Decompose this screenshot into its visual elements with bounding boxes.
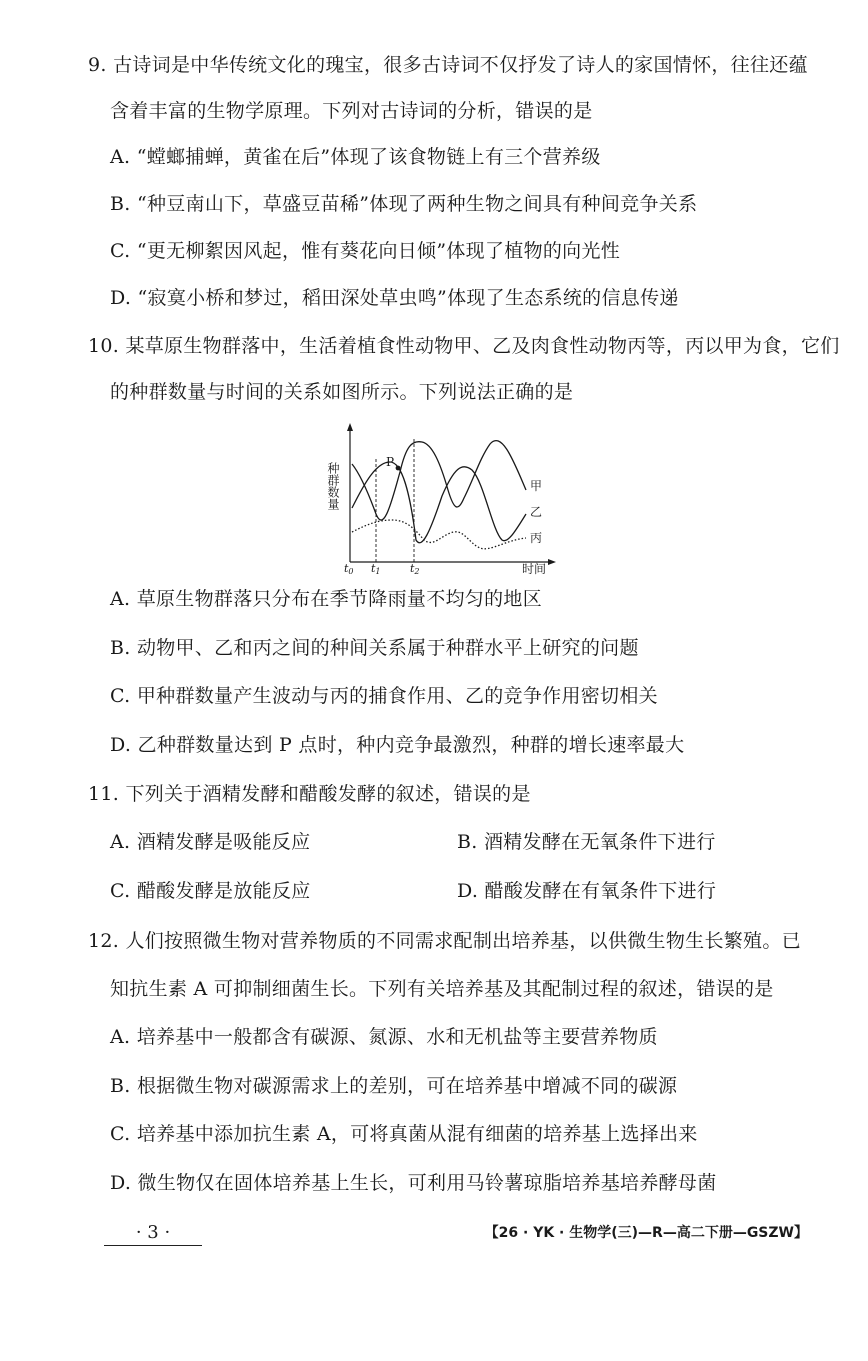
q10-option-c: C. 甲种群数量产生波动与丙的捕食作用、乙的竞争作用密切相关	[110, 685, 658, 707]
series-bing-curve	[352, 520, 526, 549]
point-p-marker	[396, 466, 401, 471]
q9-stem-line1: 9. 古诗词是中华传统文化的瑰宝，很多古诗词不仅抒发了诗人的家国情怀，往往还蕴	[88, 54, 808, 76]
x-axis-arrow	[548, 559, 556, 565]
q12-option-a: A. 培养基中一般都含有碳源、氮源、水和无机盐等主要营养物质	[110, 1026, 658, 1048]
q10-stem-line2: 的种群数量与时间的关系如图所示。下列说法正确的是	[110, 381, 574, 403]
q12-option-c: C. 培养基中添加抗生素 A，可将真菌从混有细菌的培养基上选择出来	[110, 1123, 698, 1145]
q11-stem-line1: 11. 下列关于酒精发酵和醋酸发酵的叙述，错误的是	[88, 783, 531, 805]
y-axis-label: 种群数量	[326, 462, 340, 510]
point-p-label: P	[386, 455, 395, 469]
q12-option-b: B. 根据微生物对碳源需求上的差别，可在培养基中增减不同的碳源	[110, 1075, 678, 1097]
q9-option-b: B. “种豆南山下，草盛豆苗稀”体现了两种生物之间具有种间竞争关系	[110, 193, 698, 215]
series-label-yi: 乙	[530, 505, 543, 519]
q10-option-a: A. 草原生物群落只分布在季节降雨量不均匀的地区	[110, 588, 543, 610]
q11-option-b: B. 酒精发酵在无氧条件下进行	[457, 831, 716, 853]
q11-option-a: A. 酒精发酵是吸能反应	[110, 831, 311, 853]
series-label-bing: 丙	[530, 531, 543, 545]
series-yi-curve	[352, 441, 526, 520]
q12-stem-line2: 知抗生素 A 可抑制细菌生长。下列有关培养基及其配制过程的叙述，错误的是	[110, 978, 774, 1000]
population-graph	[326, 422, 560, 576]
q12-stem-line1: 12. 人们按照微生物对营养物质的不同需求配制出培养基，以供微生物生长繁殖。已	[88, 930, 801, 952]
q12-option-d: D. 微生物仅在固体培养基上生长，可利用马铃薯琼脂培养基培养酵母菌	[110, 1172, 717, 1194]
q9-option-d: D. “寂寞小桥和梦过，稻田深处草虫鸣”体现了生态系统的信息传递	[110, 287, 679, 309]
q10-option-d: D. 乙种群数量达到 P 点时，种内竞争最激烈，种群的增长速率最大	[110, 734, 685, 756]
exam-code: 【26 · YK · 生物学(三)—R—高二下册—GSZW】	[484, 1225, 808, 1241]
q9-stem-line2: 含着丰富的生物学原理。下列对古诗词的分析，错误的是	[110, 100, 593, 122]
page-number: · 3 ·	[104, 1221, 202, 1246]
q10-option-b: B. 动物甲、乙和丙之间的种间关系属于种群水平上研究的问题	[110, 637, 639, 659]
tick-t2: t2	[410, 562, 420, 576]
q11-option-d: D. 醋酸发酵在有氧条件下进行	[457, 880, 717, 902]
series-jia-curve	[352, 462, 526, 543]
q11-option-c: C. 醋酸发酵是放能反应	[110, 880, 311, 902]
tick-t1: t1	[371, 562, 381, 576]
y-axis-arrow	[347, 423, 353, 431]
q10-stem-line1: 10. 某草原生物群落中，生活着植食性动物甲、乙及肉食性动物丙等，丙以甲为食，它们	[88, 335, 840, 357]
series-label-jia: 甲	[530, 479, 543, 493]
q9-option-c: C. “更无柳絮因风起，惟有葵花向日倾”体现了植物的向光性	[110, 240, 621, 262]
tick-t0: t0	[344, 562, 354, 576]
q9-option-a: A. “螳螂捕蝉，黄雀在后”体现了该食物链上有三个营养级	[110, 146, 601, 168]
x-axis-label: 时间	[522, 562, 547, 576]
population-graph-svg	[326, 422, 560, 576]
